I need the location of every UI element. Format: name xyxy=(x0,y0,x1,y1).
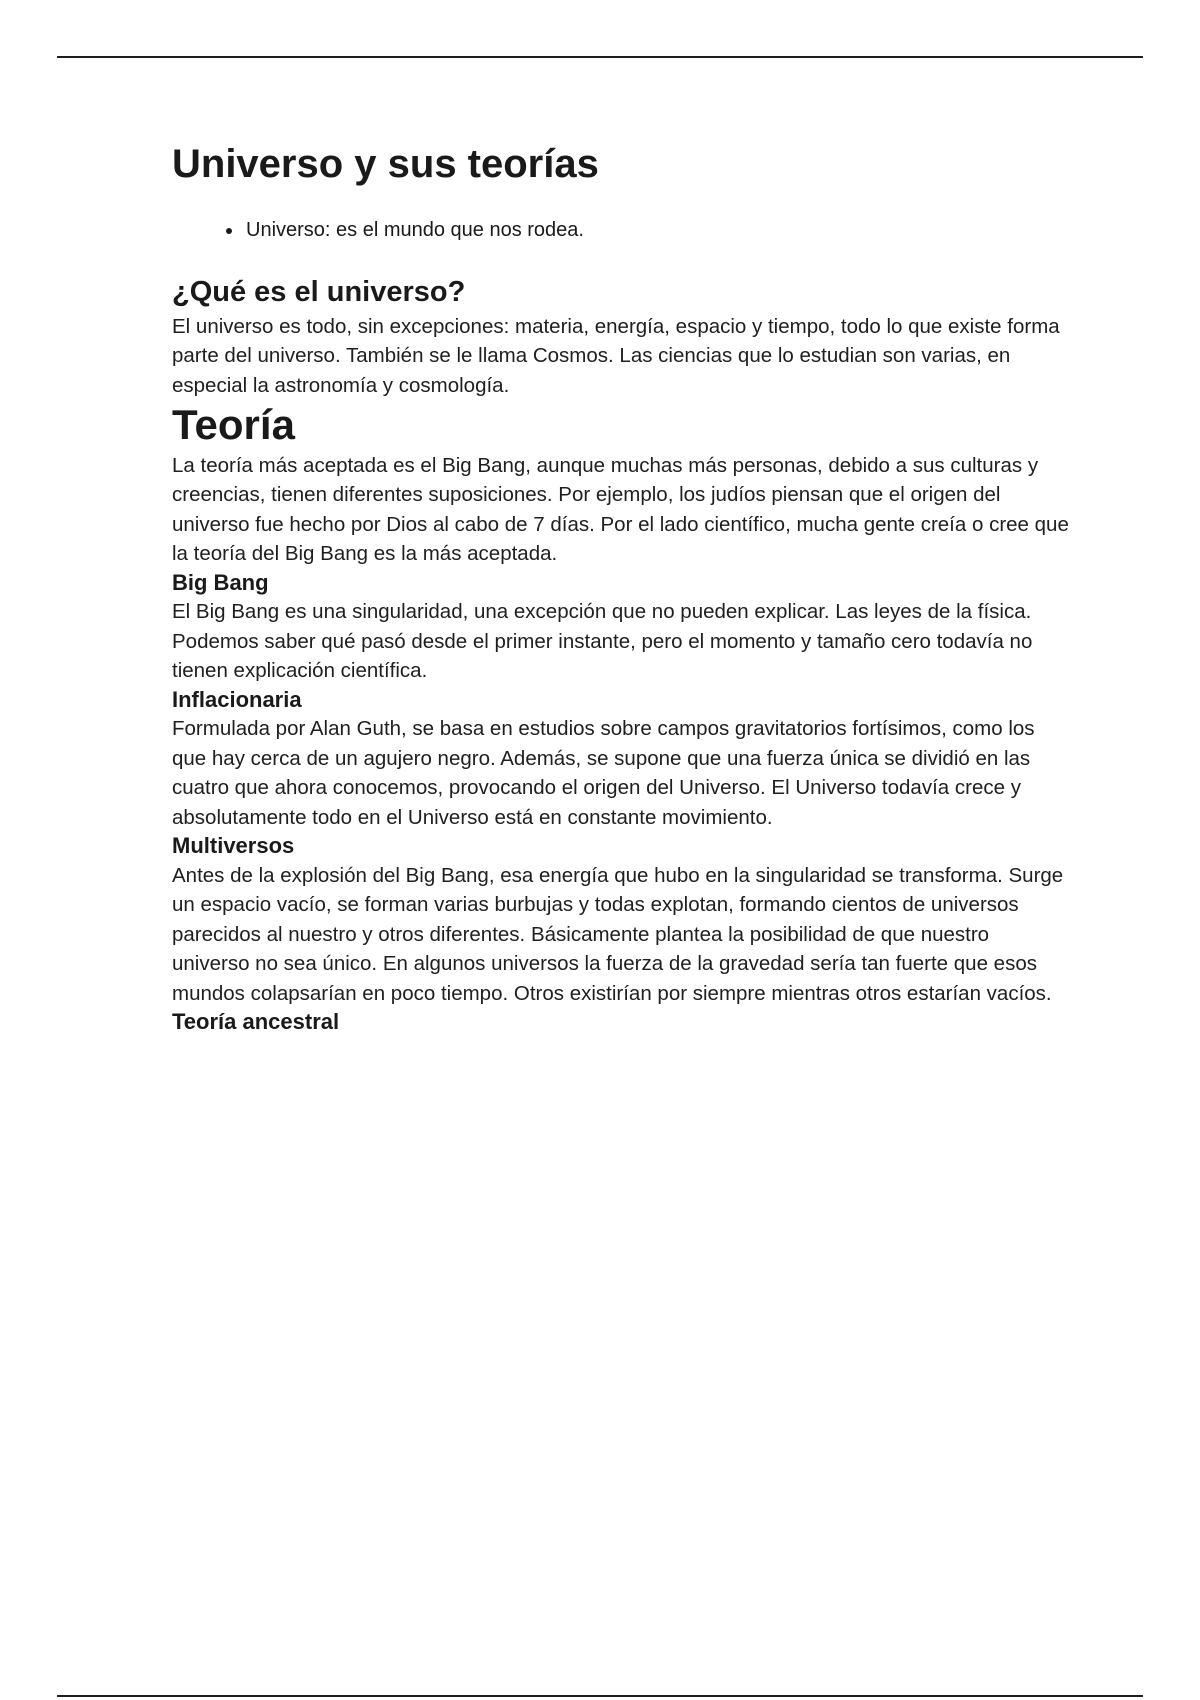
section-heading-teoria-ancestral: Teoría ancestral xyxy=(172,1009,340,1035)
bullet-list xyxy=(172,216,1072,244)
document-title: Universo y sus teorías xyxy=(172,142,599,186)
section-heading-inflacionaria: Inflacionaria xyxy=(172,686,302,712)
section-paragraph-big-bang: El Big Bang es una singularidad, una excepción que no pueden explicar. Las leyes de la física. Podemos saber qué pasó desde el primer instante, pero el momento y tamaño cero todavía no tienen explicación científica. xyxy=(172,600,1033,683)
section-paragraph-multiversos: Antes de la explosión del Big Bang, esa energía que hubo en la singularidad se transforma. Surge un espacio vacío, se forman varias burbujas y todas explotan, formando cientos de universos parecidos al nuestro y otros diferentes. Básicamente plantea la posibilidad de que nuestro universo no sea único. En algunos universos la fuerza de la gravedad sería tan fuerte que esos mundos colapsarían en poco tiempo. Otros existirían por siempre mientras otros estarían vacíos. xyxy=(172,863,1064,1005)
section-heading-multiversos: Multiversos xyxy=(172,833,295,859)
bullet-item: • Universo: es el mundo que nos rodea. xyxy=(244,216,1072,244)
footer-rule xyxy=(57,1695,1143,1697)
intro-heading: ¿Qué es el universo? xyxy=(172,276,466,308)
document-body xyxy=(172,140,1072,1037)
header-rule xyxy=(57,56,1143,58)
theory-heading: Teoría xyxy=(172,401,295,449)
theory-paragraph: La teoría más aceptada es el Big Bang, aunque muchas más personas, debido a sus culturas y creencias, tienen diferentes suposiciones. Por ejemplo, los judíos piensan que el origen del universo fue hecho por Dios al cabo de 7 días. Por el lado científico, mucha gente creía o cree que la teoría del Big Bang es la más aceptada. xyxy=(172,453,1069,566)
section-paragraph-inflacionaria: Formulada por Alan Guth, se basa en estudios sobre campos gravitatorios fortísimos, como los que hay cerca de un agujero negro. Además, se supone que una fuerza única se dividió en las cuatro que ahora conocemos, provocando el origen del Universo. El Universo todavía crece y absolutamente todo en el Universo está en constante movimiento. xyxy=(172,717,1035,829)
intro-paragraph: El universo es todo, sin excepciones: materia, energía, espacio y tiempo, todo lo que existe forma parte del universo. También se le llama Cosmos. Las ciencias que lo estudian son varias, en especial la astronomía y cosmología. xyxy=(172,314,1060,397)
section-heading-big-bang: Big Bang xyxy=(172,569,269,595)
